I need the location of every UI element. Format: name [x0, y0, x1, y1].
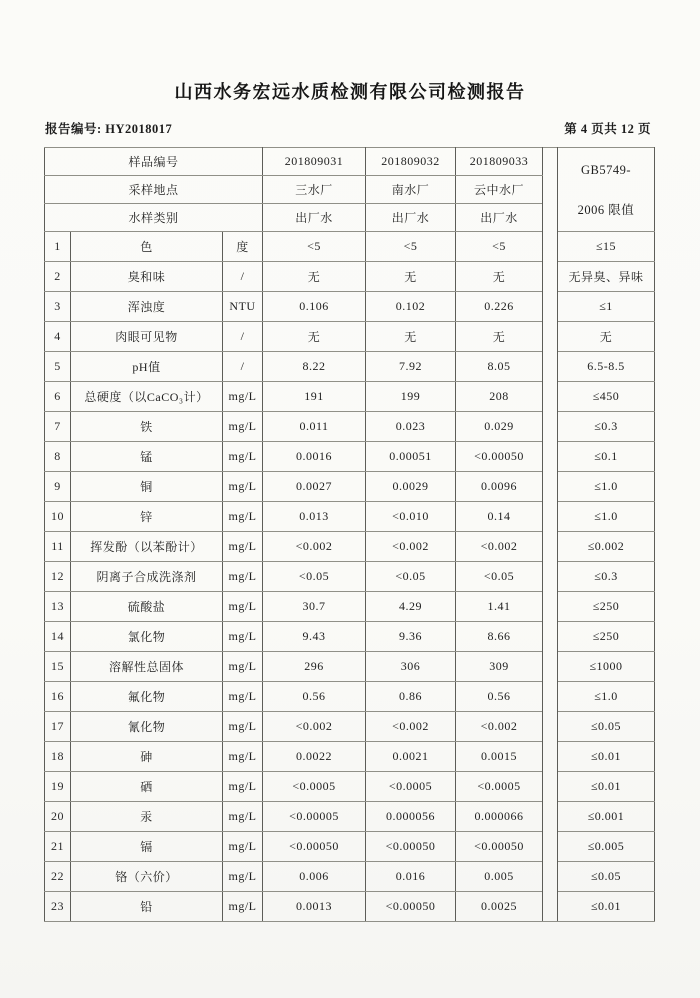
value-sample-1: 0.011	[263, 412, 366, 442]
report-number: 报告编号: HY2018017	[45, 122, 173, 136]
value-sample-3: <0.00050	[456, 832, 543, 862]
row-number: 4	[45, 322, 71, 352]
table-row	[45, 682, 655, 712]
table-row	[45, 772, 655, 802]
value-sample-2: 4.29	[366, 592, 456, 622]
value-sample-1: 0.56	[263, 682, 366, 712]
parameter-unit: /	[223, 352, 263, 382]
parameter-unit: mg/L	[223, 652, 263, 682]
value-sample-3: 8.66	[456, 622, 543, 652]
value-sample-1: 0.0016	[263, 442, 366, 472]
limit-value: 6.5-8.5	[558, 352, 655, 382]
header-label-sample-type: 水样类别	[45, 204, 263, 232]
parameter-name: 氟化物	[71, 682, 223, 712]
value-sample-1: <5	[263, 232, 366, 262]
value-sample-3: 8.05	[456, 352, 543, 382]
limit-value: ≤0.3	[558, 412, 655, 442]
parameter-unit: mg/L	[223, 892, 263, 922]
parameter-unit: mg/L	[223, 412, 263, 442]
limit-value: ≤1.0	[558, 682, 655, 712]
table-row	[45, 412, 655, 442]
header-label-location: 采样地点	[45, 176, 263, 204]
value-sample-3: <0.002	[456, 712, 543, 742]
value-sample-3: 0.226	[456, 292, 543, 322]
table-row	[45, 832, 655, 862]
value-sample-1: 8.22	[263, 352, 366, 382]
parameter-name: 臭和味	[71, 262, 223, 292]
value-sample-2: <0.00050	[366, 832, 456, 862]
sample-type-1: 出厂水	[263, 204, 366, 232]
row-number: 21	[45, 832, 71, 862]
parameter-name: 锌	[71, 502, 223, 532]
value-sample-3: <0.0005	[456, 772, 543, 802]
parameter-name: 铅	[71, 892, 223, 922]
parameter-unit: /	[223, 322, 263, 352]
row-number: 16	[45, 682, 71, 712]
row-number: 15	[45, 652, 71, 682]
limit-value: ≤0.001	[558, 802, 655, 832]
parameter-name: 总硬度（以CaCO₃计）	[71, 382, 223, 412]
value-sample-1: 0.006	[263, 862, 366, 892]
parameter-unit: mg/L	[223, 802, 263, 832]
value-sample-1: <0.00005	[263, 802, 366, 832]
limit-value: ≤1.0	[558, 472, 655, 502]
row-number: 12	[45, 562, 71, 592]
limit-value: ≤15	[558, 232, 655, 262]
location-3: 云中水厂	[456, 176, 543, 204]
parameter-unit: mg/L	[223, 712, 263, 742]
parameter-unit: /	[223, 262, 263, 292]
header-row-sample-id	[45, 148, 655, 176]
table-row	[45, 232, 655, 262]
value-sample-3: 无	[456, 262, 543, 292]
water-quality-table	[44, 147, 655, 922]
row-number: 11	[45, 532, 71, 562]
parameter-name: 铬（六价）	[71, 862, 223, 892]
limit-value: ≤0.01	[558, 892, 655, 922]
location-1: 三水厂	[263, 176, 366, 204]
limit-value: ≤0.002	[558, 532, 655, 562]
value-sample-1: 9.43	[263, 622, 366, 652]
parameter-unit: mg/L	[223, 832, 263, 862]
table-row	[45, 592, 655, 622]
parameter-name: 镉	[71, 832, 223, 862]
parameter-name: 砷	[71, 742, 223, 772]
parameter-name: 硫酸盐	[71, 592, 223, 622]
value-sample-3: 0.56	[456, 682, 543, 712]
value-sample-2: 0.86	[366, 682, 456, 712]
parameter-unit: mg/L	[223, 862, 263, 892]
parameter-name: 氰化物	[71, 712, 223, 742]
value-sample-2: <0.0005	[366, 772, 456, 802]
value-sample-3: 0.0015	[456, 742, 543, 772]
table-row	[45, 892, 655, 922]
limit-value: 无	[558, 322, 655, 352]
sample-id-1: 201809031	[263, 148, 366, 176]
table-row	[45, 382, 655, 412]
parameter-name: 铁	[71, 412, 223, 442]
sample-id-2: 201809032	[366, 148, 456, 176]
table-row	[45, 862, 655, 892]
sample-type-3: 出厂水	[456, 204, 543, 232]
value-sample-1: <0.0005	[263, 772, 366, 802]
value-sample-1: 无	[263, 322, 366, 352]
value-sample-1: <0.002	[263, 712, 366, 742]
row-number: 13	[45, 592, 71, 622]
report-meta-row	[45, 119, 651, 137]
value-sample-2: 306	[366, 652, 456, 682]
table-row	[45, 622, 655, 652]
value-sample-2: 0.016	[366, 862, 456, 892]
value-sample-1: 0.013	[263, 502, 366, 532]
value-sample-2: 7.92	[366, 352, 456, 382]
value-sample-1: 无	[263, 262, 366, 292]
page-indicator: 第 4 页共 12 页	[564, 122, 651, 136]
row-number: 8	[45, 442, 71, 472]
value-sample-3: 0.0025	[456, 892, 543, 922]
row-number: 6	[45, 382, 71, 412]
parameter-name: 挥发酚（以苯酚计）	[71, 532, 223, 562]
parameter-unit: mg/L	[223, 562, 263, 592]
parameter-unit: mg/L	[223, 382, 263, 412]
table-row	[45, 472, 655, 502]
table-row	[45, 442, 655, 472]
value-sample-1: <0.002	[263, 532, 366, 562]
row-number: 1	[45, 232, 71, 262]
limit-value: ≤1000	[558, 652, 655, 682]
parameter-unit: mg/L	[223, 532, 263, 562]
limit-value: 无异臭、异味	[558, 262, 655, 292]
value-sample-2: <0.00050	[366, 892, 456, 922]
value-sample-2: 0.102	[366, 292, 456, 322]
parameter-name: 溶解性总固体	[71, 652, 223, 682]
limit-value: ≤1	[558, 292, 655, 322]
parameter-name: pH值	[71, 352, 223, 382]
value-sample-3: 208	[456, 382, 543, 412]
sample-id-3: 201809033	[456, 148, 543, 176]
value-sample-2: 199	[366, 382, 456, 412]
value-sample-1: 296	[263, 652, 366, 682]
separator-column	[543, 148, 558, 922]
limit-header-line2: 2006 限值	[577, 202, 635, 217]
row-number: 9	[45, 472, 71, 502]
table-row	[45, 532, 655, 562]
parameter-name: 硒	[71, 772, 223, 802]
value-sample-2: 无	[366, 262, 456, 292]
value-sample-2: 0.0021	[366, 742, 456, 772]
value-sample-1: <0.00050	[263, 832, 366, 862]
row-number: 19	[45, 772, 71, 802]
row-number: 23	[45, 892, 71, 922]
row-number: 5	[45, 352, 71, 382]
row-number: 20	[45, 802, 71, 832]
value-sample-3: 1.41	[456, 592, 543, 622]
table-row	[45, 742, 655, 772]
value-sample-3: 0.000066	[456, 802, 543, 832]
table-row	[45, 352, 655, 382]
table-row	[45, 502, 655, 532]
value-sample-3: <5	[456, 232, 543, 262]
value-sample-2: <0.002	[366, 532, 456, 562]
row-number: 2	[45, 262, 71, 292]
value-sample-3: <0.002	[456, 532, 543, 562]
report-title: 山西水务宏远水质检测有限公司检测报告	[174, 82, 526, 102]
value-sample-3: <0.00050	[456, 442, 543, 472]
parameter-unit: mg/L	[223, 472, 263, 502]
value-sample-1: 30.7	[263, 592, 366, 622]
value-sample-1: <0.05	[263, 562, 366, 592]
parameter-name: 阴离子合成洗涤剂	[71, 562, 223, 592]
parameter-name: 色	[71, 232, 223, 262]
value-sample-2: <0.002	[366, 712, 456, 742]
limit-column-header	[558, 148, 655, 232]
row-number: 17	[45, 712, 71, 742]
value-sample-2: 0.0029	[366, 472, 456, 502]
row-number: 10	[45, 502, 71, 532]
limit-value: ≤0.01	[558, 742, 655, 772]
value-sample-3: 0.029	[456, 412, 543, 442]
value-sample-1: 0.0022	[263, 742, 366, 772]
row-number: 3	[45, 292, 71, 322]
limit-header-line1: GB5749-	[580, 162, 632, 177]
value-sample-2: <0.05	[366, 562, 456, 592]
parameter-unit: NTU	[223, 292, 263, 322]
value-sample-1: 0.0013	[263, 892, 366, 922]
parameter-unit: mg/L	[223, 442, 263, 472]
limit-value: ≤0.005	[558, 832, 655, 862]
table-row	[45, 292, 655, 322]
header-label-sample-id: 样品编号	[45, 148, 263, 176]
table-row	[45, 322, 655, 352]
table-row	[45, 262, 655, 292]
value-sample-3: 无	[456, 322, 543, 352]
value-sample-3: 0.0096	[456, 472, 543, 502]
row-number: 7	[45, 412, 71, 442]
row-number: 14	[45, 622, 71, 652]
limit-value: ≤0.01	[558, 772, 655, 802]
parameter-name: 汞	[71, 802, 223, 832]
parameter-name: 浑浊度	[71, 292, 223, 322]
limit-value: ≤0.1	[558, 442, 655, 472]
value-sample-2: 9.36	[366, 622, 456, 652]
value-sample-2: 0.00051	[366, 442, 456, 472]
table-row	[45, 562, 655, 592]
row-number: 22	[45, 862, 71, 892]
value-sample-1: 191	[263, 382, 366, 412]
parameter-name: 氯化物	[71, 622, 223, 652]
limit-value: ≤0.3	[558, 562, 655, 592]
limit-value: ≤0.05	[558, 862, 655, 892]
limit-value: ≤0.05	[558, 712, 655, 742]
value-sample-3: 309	[456, 652, 543, 682]
parameter-name: 肉眼可见物	[71, 322, 223, 352]
parameter-unit: 度	[223, 232, 263, 262]
value-sample-3: 0.005	[456, 862, 543, 892]
value-sample-2: <5	[366, 232, 456, 262]
parameter-unit: mg/L	[223, 592, 263, 622]
parameter-unit: mg/L	[223, 772, 263, 802]
value-sample-2: 0.023	[366, 412, 456, 442]
parameter-unit: mg/L	[223, 502, 263, 532]
value-sample-3: 0.14	[456, 502, 543, 532]
sample-type-2: 出厂水	[366, 204, 456, 232]
row-number: 18	[45, 742, 71, 772]
table-row	[45, 712, 655, 742]
location-2: 南水厂	[366, 176, 456, 204]
parameter-unit: mg/L	[223, 622, 263, 652]
parameter-name: 锰	[71, 442, 223, 472]
limit-value: ≤1.0	[558, 502, 655, 532]
value-sample-2: <0.010	[366, 502, 456, 532]
value-sample-2: 无	[366, 322, 456, 352]
limit-value: ≤250	[558, 592, 655, 622]
value-sample-2: 0.000056	[366, 802, 456, 832]
value-sample-1: 0.106	[263, 292, 366, 322]
parameter-unit: mg/L	[223, 742, 263, 772]
parameter-unit: mg/L	[223, 682, 263, 712]
table-row	[45, 652, 655, 682]
parameter-name: 铜	[71, 472, 223, 502]
value-sample-3: <0.05	[456, 562, 543, 592]
value-sample-1: 0.0027	[263, 472, 366, 502]
limit-value: ≤250	[558, 622, 655, 652]
limit-value: ≤450	[558, 382, 655, 412]
table-row	[45, 802, 655, 832]
